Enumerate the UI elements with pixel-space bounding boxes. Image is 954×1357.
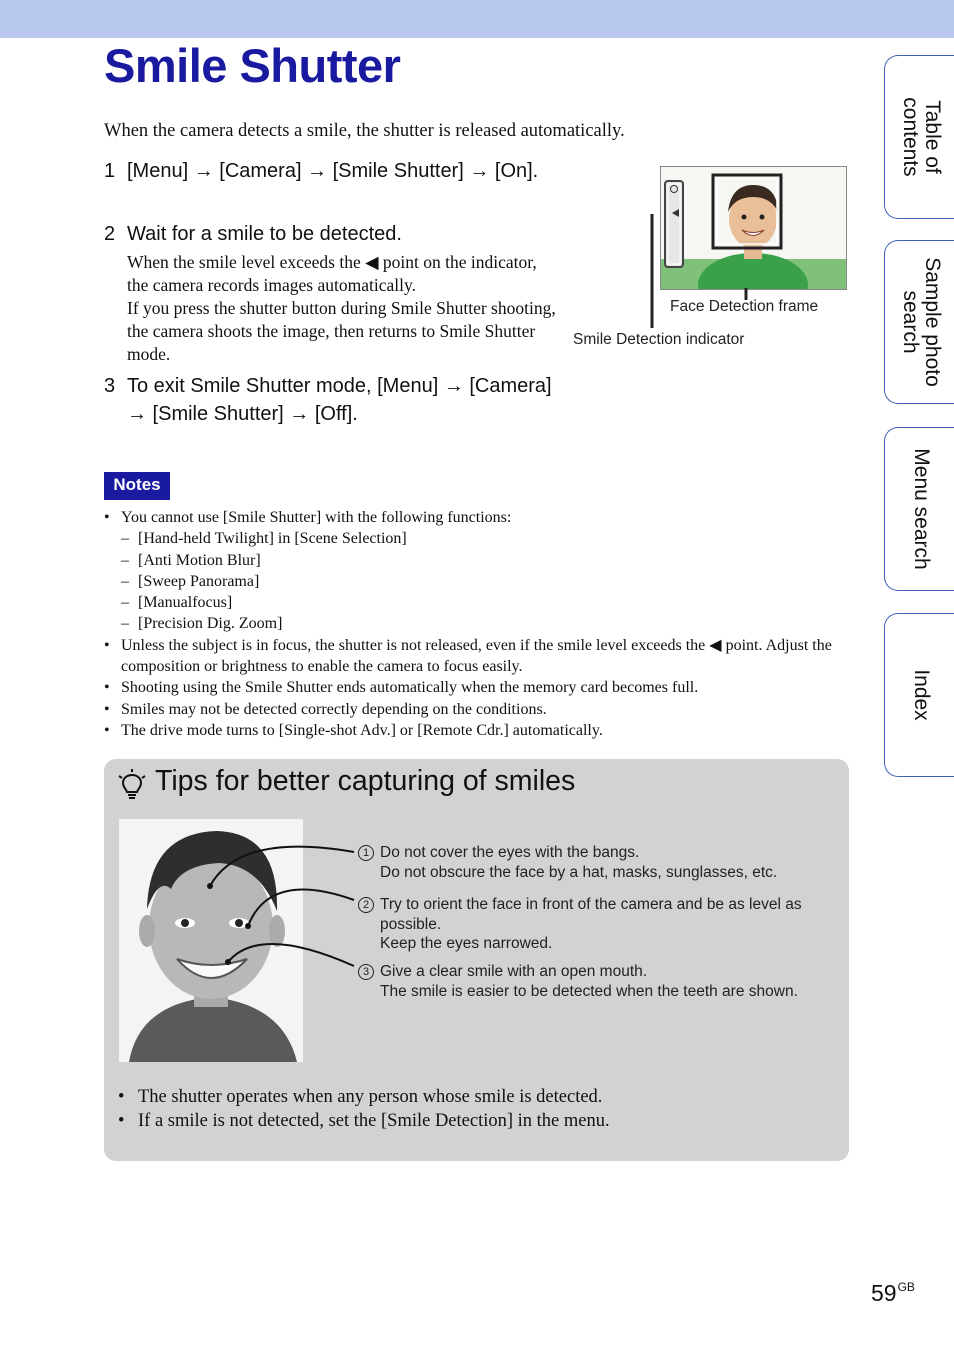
- tip-item: [358, 962, 838, 1001]
- smile-indicator-label: Smile Detection indicator: [573, 331, 745, 348]
- page-suffix: GB: [897, 1280, 915, 1294]
- tip-line: Keep the eyes narrowed.: [380, 935, 553, 952]
- step-number: 1: [104, 160, 116, 182]
- tip-item: [358, 843, 838, 882]
- tip-number: 3: [358, 964, 374, 980]
- tab-label: Menu search: [909, 448, 933, 570]
- tab-index[interactable]: [884, 613, 954, 777]
- intro-text: When the camera detects a smile, the shutter is released automatically.: [104, 121, 625, 141]
- step-number: 2: [104, 223, 116, 245]
- tips-bullet-list: [118, 1086, 838, 1133]
- tips-bullet: • If a smile is not detected, set the [Smile Detection] in the menu.: [118, 1110, 610, 1131]
- note-subitem: – [Precision Dig. Zoom]: [121, 615, 283, 633]
- step-text: [Menu] → [Camera] → [Smile Shutter] → [On].: [127, 160, 539, 182]
- notes-list: [104, 507, 844, 741]
- note-item: • Shooting using the Smile Shutter ends automatically when the memory card becomes full.: [104, 679, 699, 697]
- notes-label: Notes: [104, 472, 170, 500]
- tip-number: 2: [358, 897, 374, 913]
- step-1: [104, 157, 554, 185]
- tab-label: Table of contents: [898, 97, 944, 177]
- callout-lines: [640, 210, 760, 335]
- page-title: Smile Shutter: [104, 39, 401, 92]
- step-2: [104, 220, 554, 248]
- face-detection-label: Face Detection frame: [670, 298, 819, 315]
- tip-line: Try to orient the face in front of the camera and be as level as possible.: [380, 896, 802, 933]
- tip-line: Do not cover the eyes with the bangs.: [380, 844, 640, 861]
- step-2-paragraph: When the smile level exceeds the ◀ point on the indicator, the camera records images automatically.: [127, 252, 537, 295]
- tips-bullet: • The shutter operates when any person whose smile is detected.: [118, 1087, 603, 1107]
- note-subitem: – [Anti Motion Blur]: [121, 551, 261, 569]
- tip-number: 1: [358, 845, 374, 861]
- note-item: • The drive mode turns to [Single-shot Adv.] or [Remote Cdr.] automatically.: [104, 721, 603, 739]
- tab-sample-photo-search[interactable]: [884, 240, 954, 404]
- tab-label: Sample photo search: [898, 257, 944, 387]
- tip-line: The smile is easier to be detected when the teeth are shown.: [380, 982, 798, 1000]
- tab-menu-search[interactable]: [884, 427, 954, 591]
- page-number: $59^{GB}$: [871, 1280, 915, 1306]
- tip-line: Give a clear smile with an open mouth.: [380, 963, 648, 980]
- step-text: To exit Smile Shutter mode, [Menu] → [Camera] → [Smile Shutter] → [Off].: [127, 375, 552, 425]
- tip-line: Do not obscure the face by a hat, masks, sunglasses, etc.: [380, 863, 778, 881]
- step-2-paragraph: If you press the shutter button during Smile Shutter shooting, the camera shoots the image, then returns to Smile Shutter mode.: [127, 298, 556, 364]
- note-item: • Unless the subject is in focus, the shutter is not released, even if the smile level exceeds the ◀ point. Adjust the composition or brightness to enable the camera to focus easily.: [104, 636, 832, 676]
- tips-title: Tips for better capturing of smiles: [155, 765, 576, 797]
- note-item: • You cannot use [Smile Shutter] with the following functions:: [104, 509, 512, 526]
- tab-label: Index: [909, 669, 933, 721]
- tab-table-of-contents[interactable]: [884, 55, 954, 219]
- step-number: 3: [104, 375, 116, 397]
- tip-item: [358, 895, 836, 954]
- note-subitem: – [Sweep Panorama]: [121, 572, 260, 590]
- step-2-description: [127, 251, 557, 366]
- tips-callout-lines: [200, 830, 360, 980]
- header-bar: [0, 0, 954, 38]
- step-3: [104, 372, 554, 428]
- step-text: Wait for a smile to be detected.: [127, 223, 402, 245]
- lightbulb-icon: [118, 769, 146, 801]
- note-subitem: – [Hand-held Twilight] in [Scene Selection]: [121, 530, 407, 548]
- note-subitem: – [Manualfocus]: [121, 594, 233, 612]
- note-item: • Smiles may not be detected correctly depending on the conditions.: [104, 700, 547, 718]
